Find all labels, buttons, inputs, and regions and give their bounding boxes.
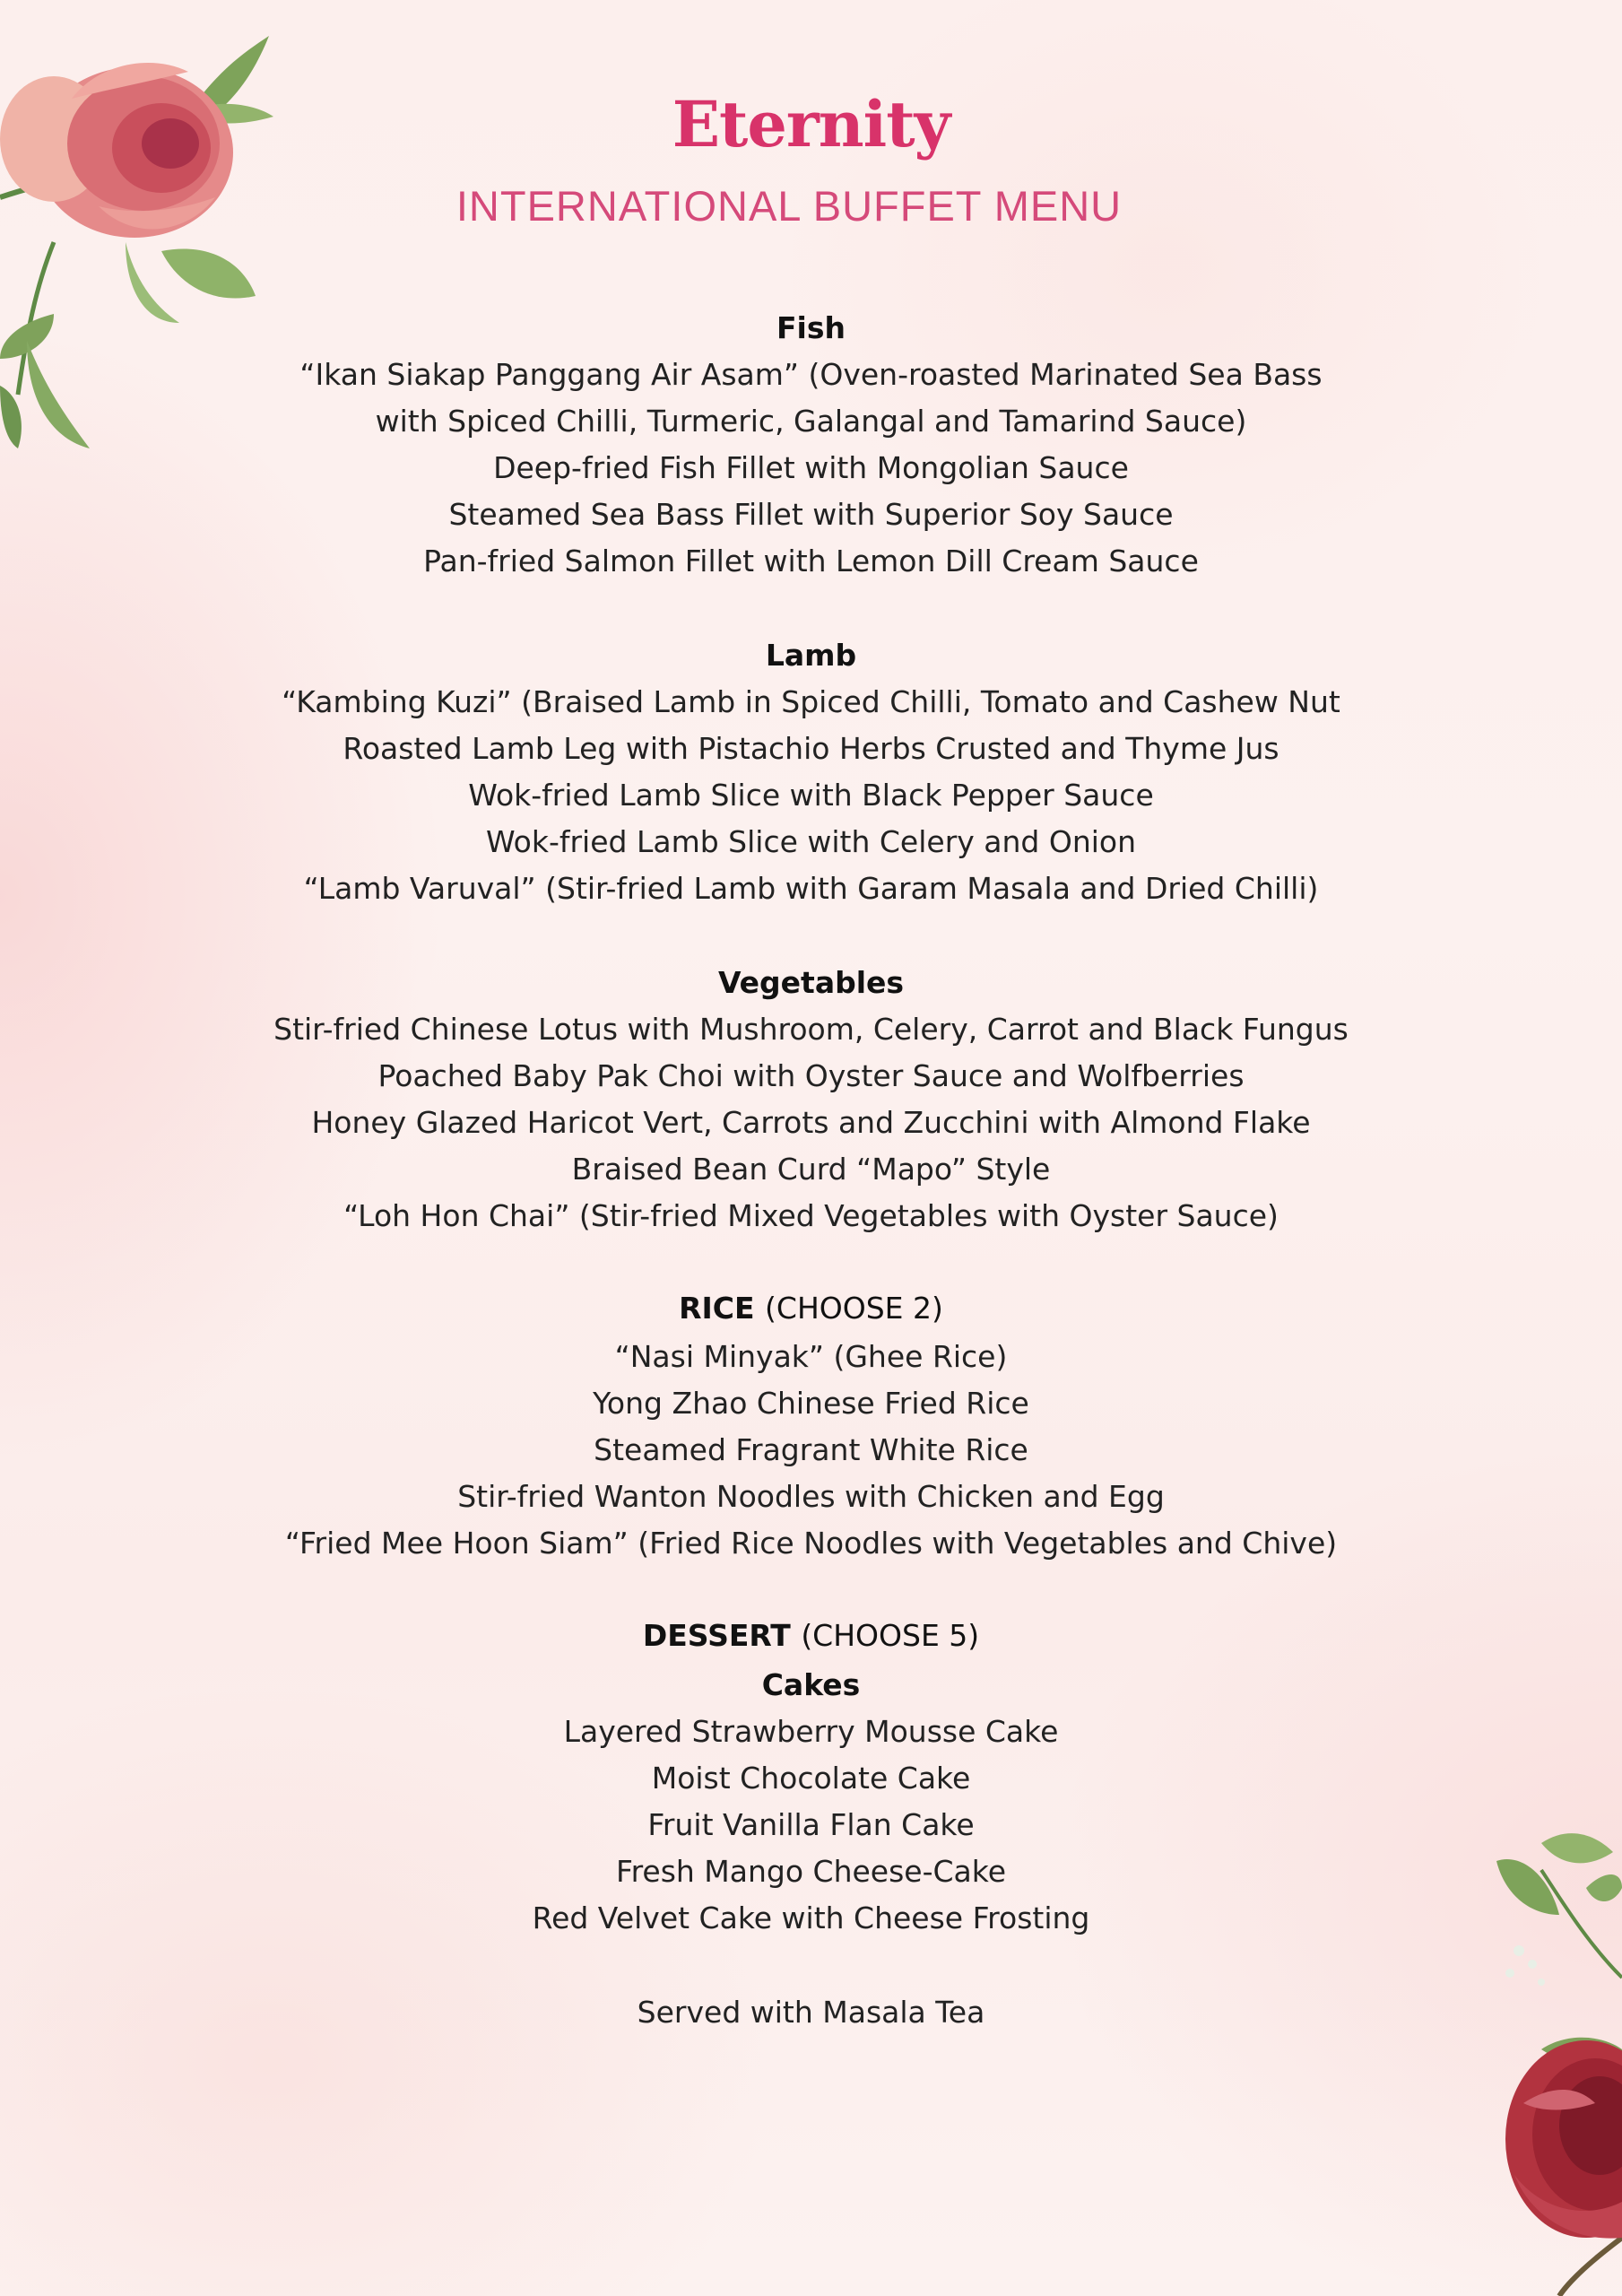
section-heading-dessert	[0, 1613, 1622, 1659]
brand-title: Eternity	[672, 87, 950, 161]
menu-item: Roasted Lamb Leg with Pistachio Herbs Crusted and Thyme Jus	[343, 731, 1279, 766]
subheading-cakes: Cakes	[761, 1667, 861, 1702]
menu-item: Steamed Sea Bass Fillet with Superior Soy Sauce	[448, 497, 1174, 532]
section-heading-rice	[0, 1285, 1622, 1332]
menu-item: Fruit Vanilla Flan Cake	[647, 1807, 975, 1842]
menu-item: Deep-fried Fish Fillet with Mongolian Sauce	[493, 450, 1129, 485]
menu-item: “Nasi Minyak” (Ghee Rice)	[614, 1339, 1008, 1374]
rice-heading-label: RICE	[679, 1291, 755, 1326]
menu-item: Braised Bean Curd “Mapo” Style	[571, 1152, 1051, 1187]
menu-item: Steamed Fragrant White Rice	[594, 1432, 1028, 1467]
menu-item: Poached Baby Pak Choi with Oyster Sauce and Wolfberries	[377, 1058, 1245, 1093]
menu-subtitle: INTERNATIONAL BUFFET MENU	[455, 182, 1123, 230]
footer-note: Served with Masala Tea	[637, 1995, 985, 2030]
menu-item: “Ikan Siakap Panggang Air Asam” (Oven-roasted Marinated Sea Bass	[299, 357, 1323, 392]
dessert-heading-label: DESSERT	[642, 1618, 791, 1653]
menu-item: Red Velvet Cake with Cheese Frosting	[532, 1900, 1090, 1935]
menu-item: “Kambing Kuzi” (Braised Lamb in Spiced Chilli, Tomato and Cashew Nut	[282, 684, 1340, 719]
section-heading-vegetables: Vegetables	[717, 965, 905, 1000]
menu-item: Layered Strawberry Mousse Cake	[563, 1714, 1059, 1749]
menu-item: Moist Chocolate Cake	[651, 1761, 971, 1796]
menu-item: Yong Zhao Chinese Fried Rice	[593, 1386, 1029, 1421]
menu-item: with Spiced Chilli, Turmeric, Galangal and Tamarind Sauce)	[375, 404, 1247, 439]
menu-item: Honey Glazed Haricot Vert, Carrots and Zucchini with Almond Flake	[311, 1105, 1311, 1140]
menu-item: Stir-fried Chinese Lotus with Mushroom, Celery, Carrot and Black Fungus	[273, 1012, 1349, 1047]
menu-item: Wok-fried Lamb Slice with Celery and Onion	[485, 824, 1137, 859]
menu-item: “Lamb Varuval” (Stir-fried Lamb with Garam Masala and Dried Chilli)	[303, 871, 1319, 906]
menu-item: “Fried Mee Hoon Siam” (Fried Rice Noodles with Vegetables and Chive)	[284, 1526, 1338, 1561]
dessert-choose-note: (CHOOSE 5)	[801, 1618, 980, 1653]
menu-item: Stir-fried Wanton Noodles with Chicken and Egg	[457, 1479, 1165, 1514]
menu-item: Wok-fried Lamb Slice with Black Pepper Sauce	[468, 778, 1154, 813]
menu-item: “Loh Hon Chai” (Stir-fried Mixed Vegetables with Oyster Sauce)	[343, 1198, 1279, 1233]
menu-item: Pan-fried Salmon Fillet with Lemon Dill Cream Sauce	[423, 544, 1199, 578]
menu-item: Fresh Mango Cheese-Cake	[615, 1854, 1007, 1889]
section-heading-lamb: Lamb	[765, 638, 857, 673]
rice-choose-note: (CHOOSE 2)	[765, 1291, 943, 1326]
section-heading-fish: Fish	[776, 310, 846, 345]
